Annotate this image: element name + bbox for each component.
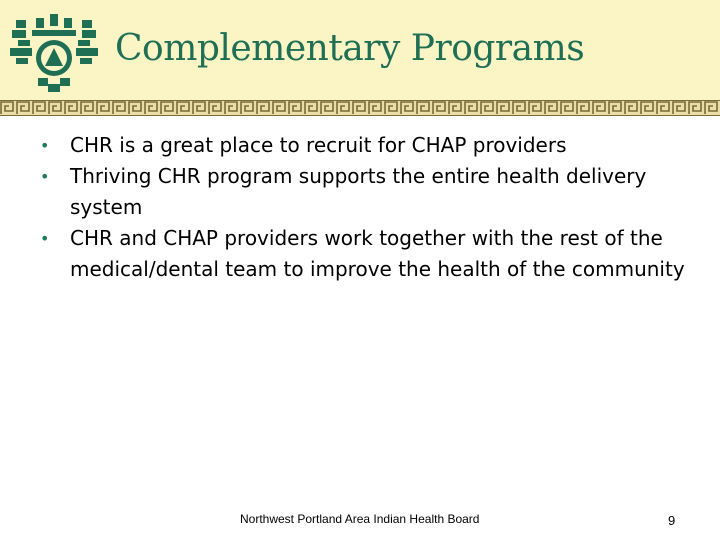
bullet-item xyxy=(40,223,700,285)
bullet-dot-icon: • xyxy=(40,229,50,248)
bullet-text: Thriving CHR program supports the entire health delivery system xyxy=(70,164,647,219)
bullet-item xyxy=(40,161,700,223)
slide-title: Complementary Programs xyxy=(115,28,585,69)
bullet-text: CHR and CHAP providers work together with the rest of the medical/dental team to improve the health of the community xyxy=(70,226,685,281)
tribal-emblem-icon xyxy=(10,14,98,94)
bullet-dot-icon: • xyxy=(40,167,50,186)
bullet-text: CHR is a great place to recruit for CHAP providers xyxy=(70,133,567,157)
footer-organization: Northwest Portland Area Indian Health Board xyxy=(240,512,480,526)
page-number: 9 xyxy=(668,513,676,528)
bullet-dot-icon: • xyxy=(40,136,50,155)
bullet-item xyxy=(40,130,700,161)
bullet-list xyxy=(40,130,700,285)
greek-key-border xyxy=(0,100,720,116)
